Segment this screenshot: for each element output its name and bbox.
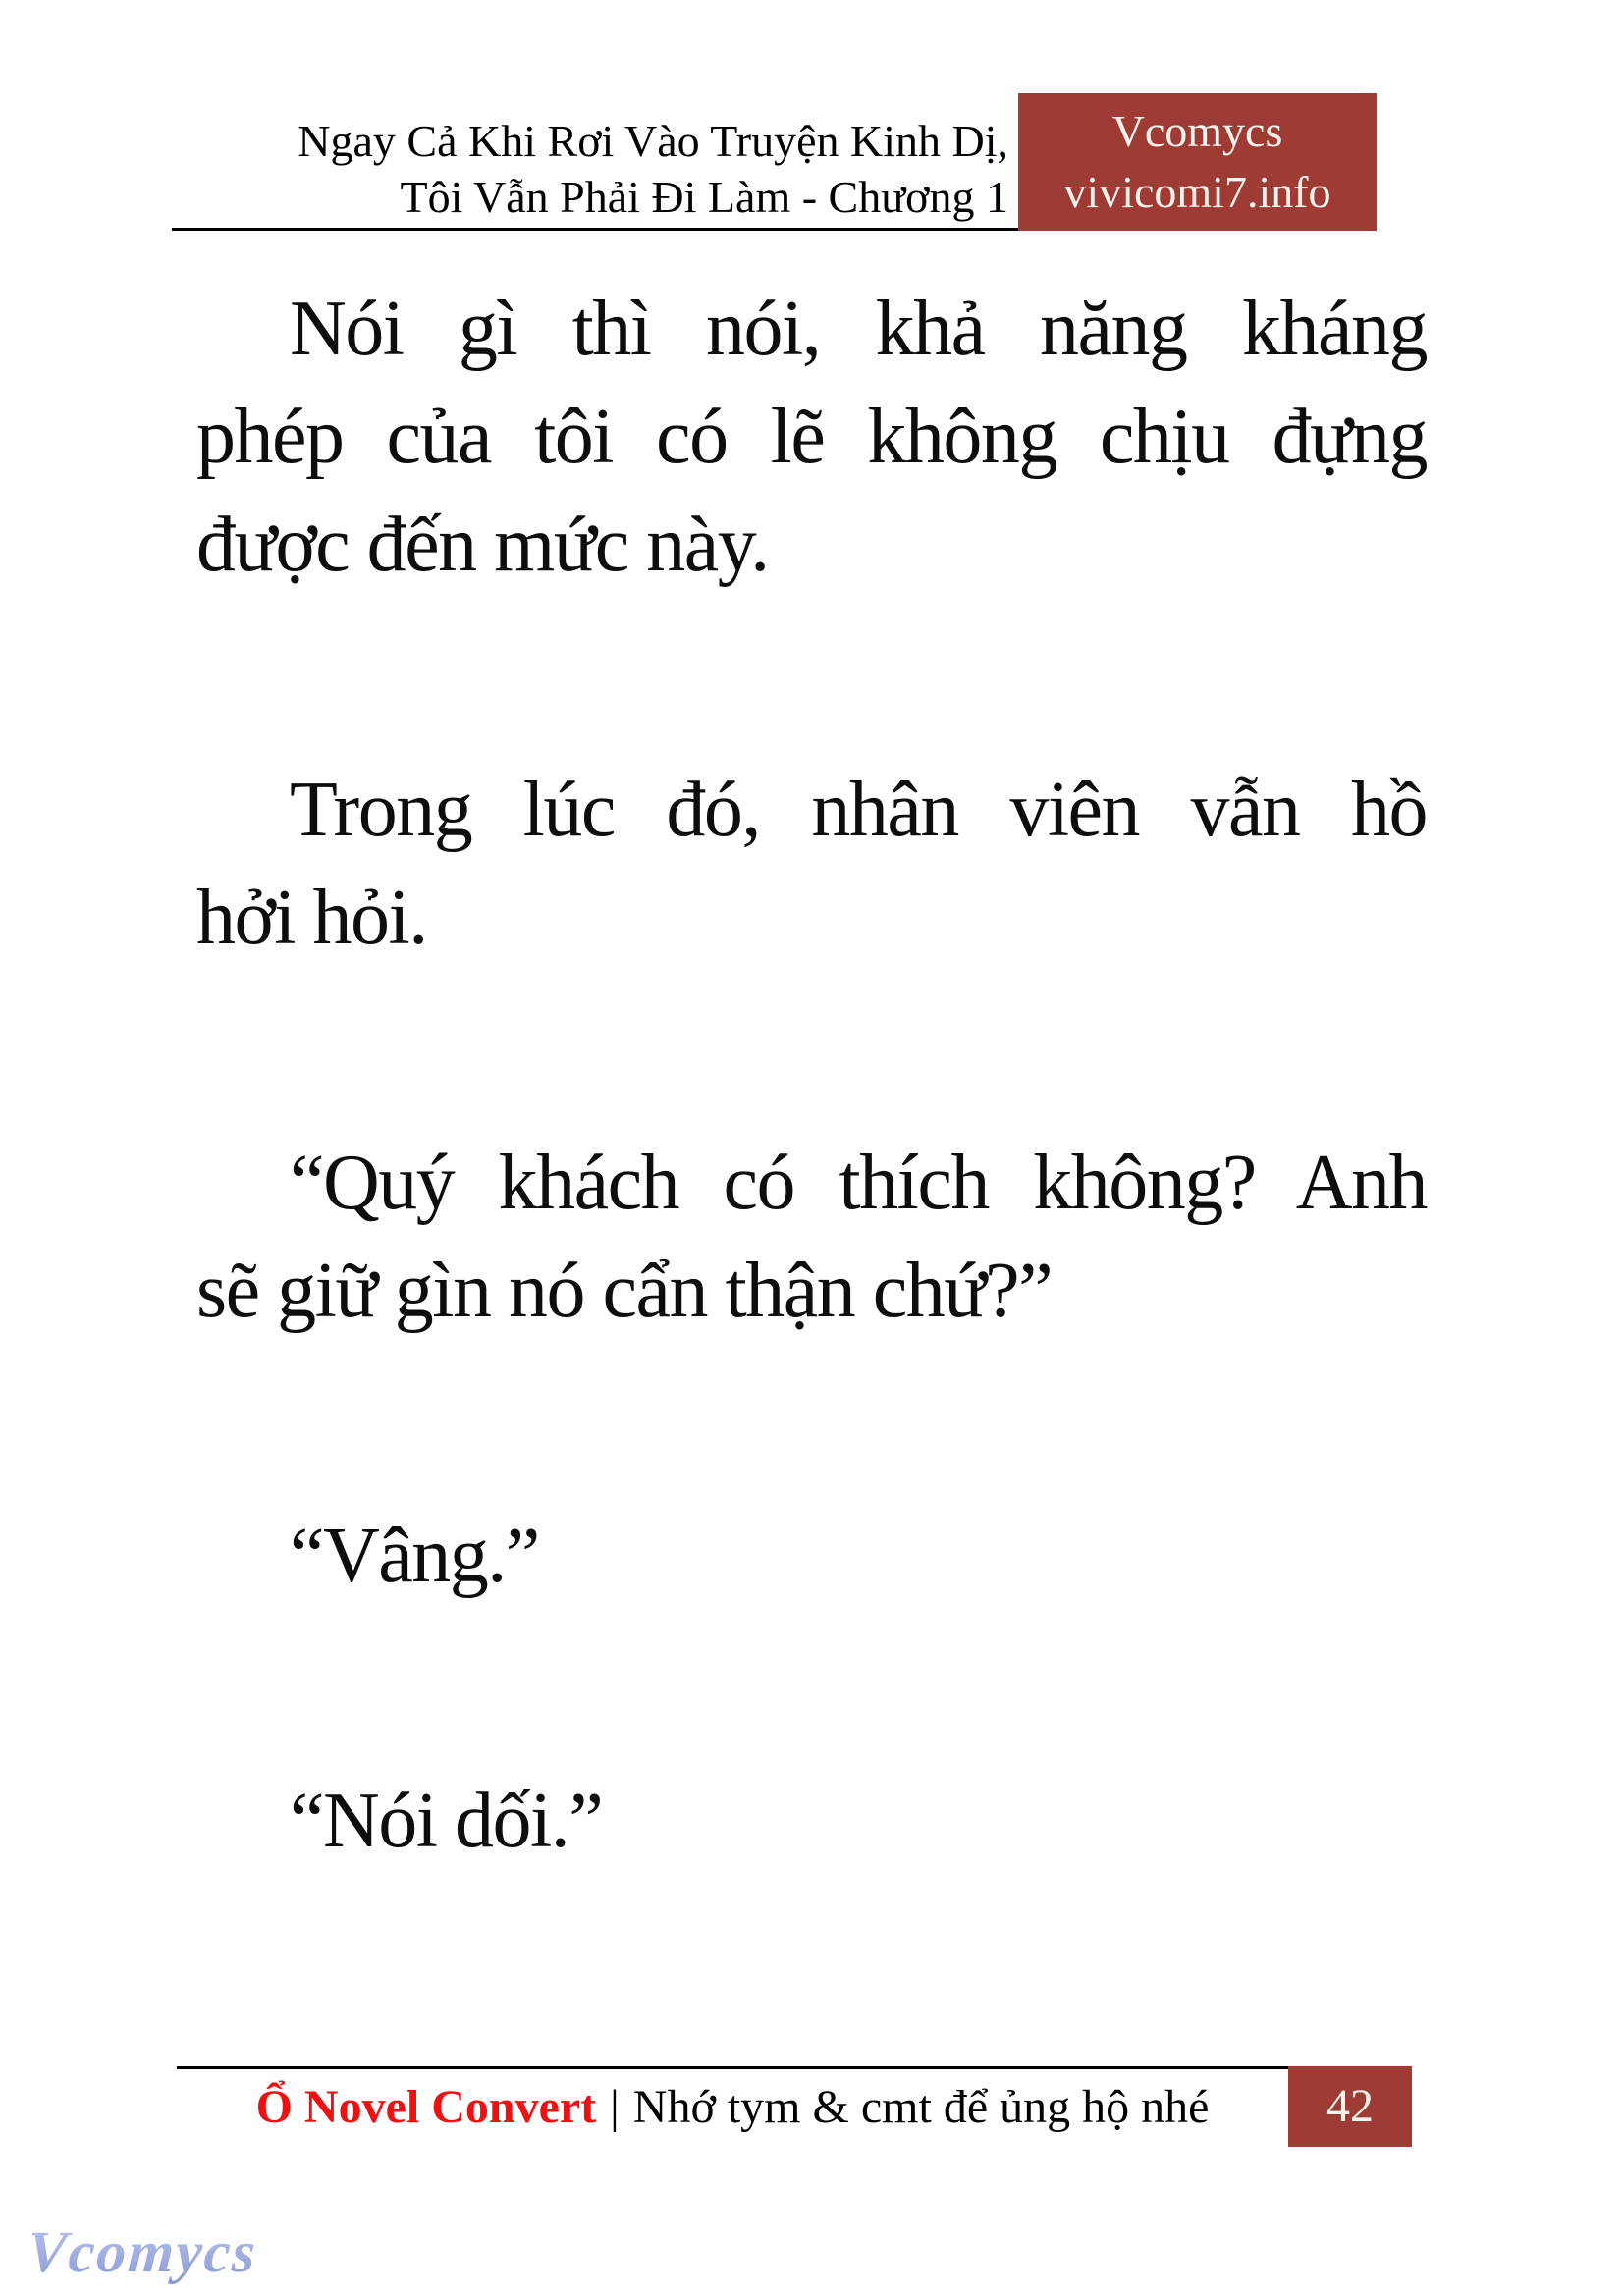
- footer-brand: Ổ Novel Convert: [255, 2081, 597, 2133]
- site-badge-url: vivicomi7.info: [1063, 167, 1331, 217]
- page-body: [196, 275, 1427, 1875]
- paragraph-2: [196, 756, 1427, 972]
- footer-note: Nhớ tym & cmt để ủng hộ nhé: [632, 2081, 1210, 2133]
- footer-separator: |: [610, 2081, 620, 2133]
- paragraph-line: Trong lúc đó, nhân viên vẫn hồ: [290, 767, 1427, 853]
- site-badge: [1018, 93, 1377, 231]
- vcomycs-watermark-logo: Vcomycs: [25, 2219, 260, 2284]
- paragraph-line: hởi hỏi.: [196, 875, 427, 961]
- paragraph-line: “Nói dối.”: [290, 1778, 603, 1864]
- paragraph-line: “Vâng.”: [290, 1513, 539, 1599]
- page-header: [172, 93, 1377, 231]
- paragraph-line: “Quý khách có thích không? Anh: [290, 1140, 1427, 1226]
- paragraph-3: [196, 1129, 1427, 1345]
- page-number-badge: 42: [1288, 2066, 1412, 2147]
- page-footer: [177, 2066, 1412, 2147]
- site-badge-name: Vcomycs: [1111, 106, 1283, 156]
- chapter-title-line-1: Ngay Cả Khi Rơi Vào Truyện Kinh Dị,: [298, 116, 1008, 166]
- paragraph-line: phép của tôi có lẽ không chịu đựng: [196, 394, 1427, 480]
- paragraph-line: Nói gì thì nói, khả năng kháng: [290, 286, 1427, 372]
- paragraph-5: [196, 1767, 1427, 1875]
- paragraph-line: được đến mức này.: [196, 502, 769, 588]
- paragraph-line: sẽ giữ gìn nó cẩn thận chứ?”: [196, 1248, 1053, 1334]
- footer-bar: [177, 2066, 1288, 2138]
- paragraph-4: [196, 1502, 1427, 1610]
- chapter-title-line-2: Tôi Vẫn Phải Đi Làm - Chương 1: [400, 172, 1008, 222]
- chapter-title: [172, 93, 1018, 231]
- paragraph-1: [196, 275, 1427, 599]
